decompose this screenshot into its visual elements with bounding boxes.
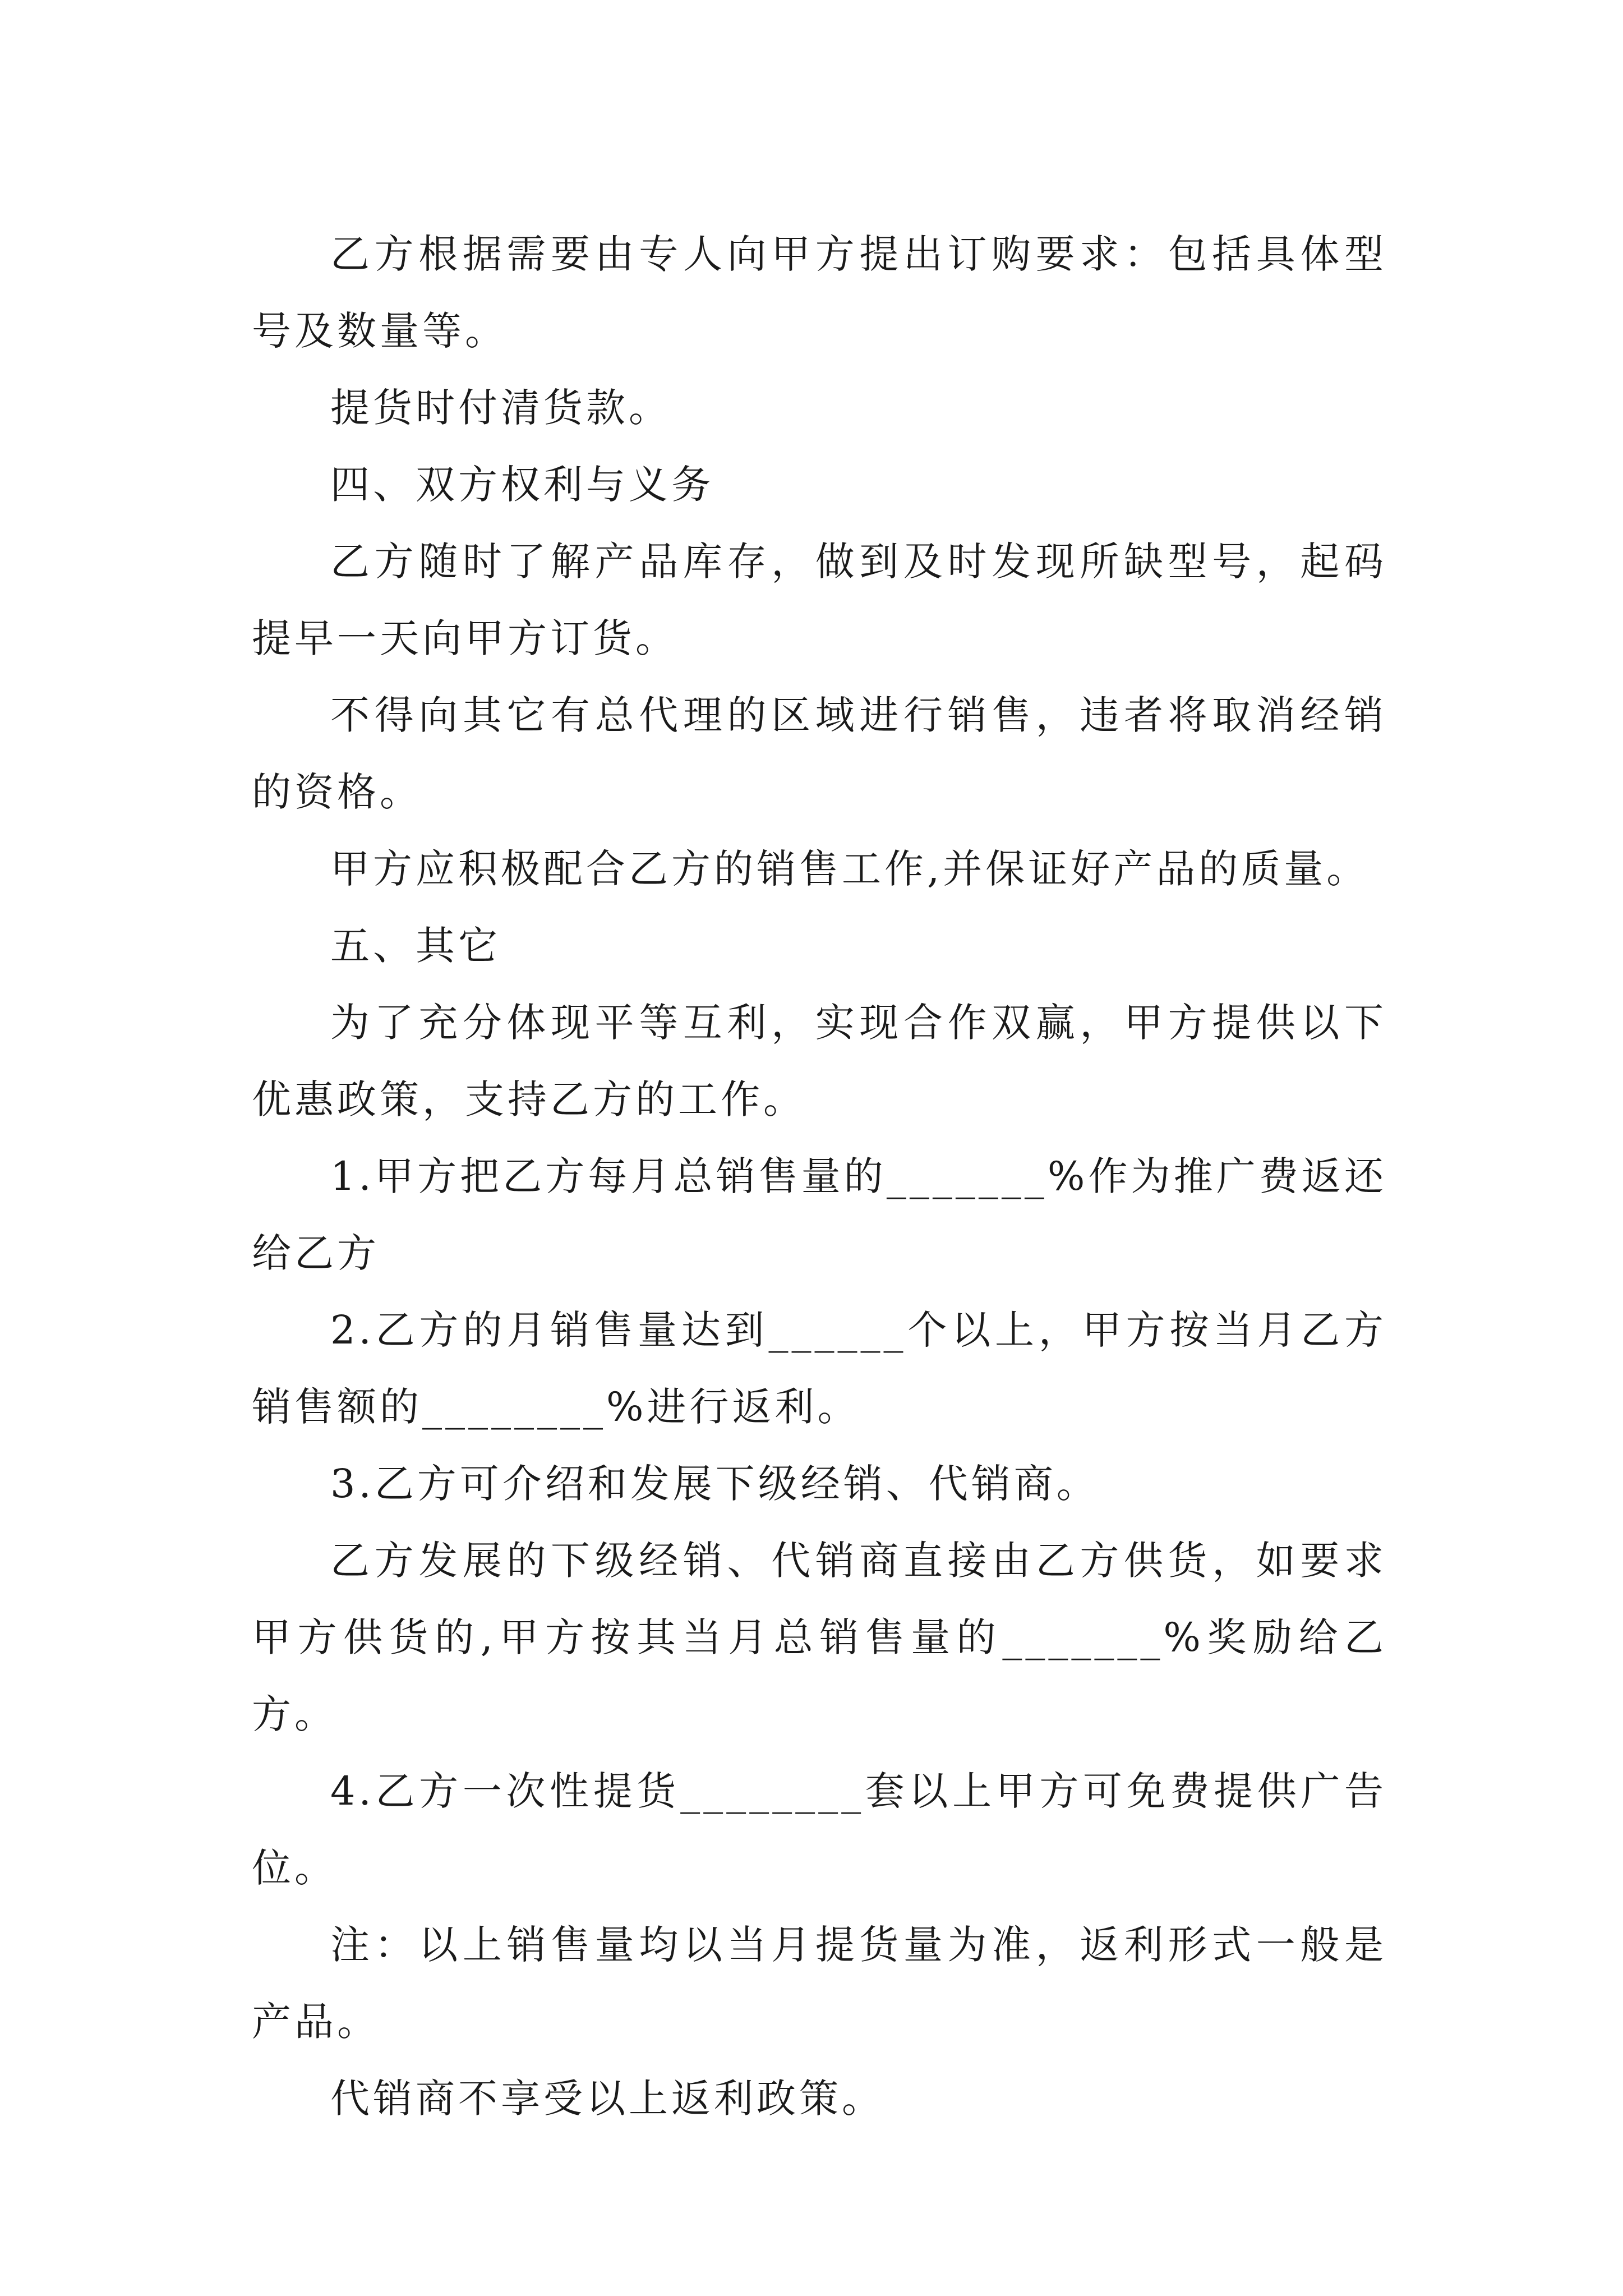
paragraph-payment: 提货时付清货款。	[330, 385, 671, 431]
clause-3-sub-distributors: 3.乙方可介绍和发展下级经销、代销商。	[330, 1461, 1099, 1507]
paragraph-preferential-policy: 为了充分体现平等互利，实现合作双赢，甲方提供以下优惠政策，支持乙方的工作。	[252, 1000, 1387, 1122]
clause-4-advertising: 4.乙方一次性提货________套以上甲方可免费提供广告位。	[252, 1768, 1387, 1891]
section-heading-other: 五、其它	[330, 923, 501, 969]
document-body	[252, 216, 1387, 2137]
paragraph-note: 注：以上销售量均以当月提货量为准，返利形式一般是产品。	[252, 1922, 1387, 2045]
clause-2-rebate: 2.乙方的月销售量达到______个以上，甲方按当月乙方销售额的________%进行返利。	[252, 1307, 1387, 1430]
paragraph-order-request: 乙方根据需要由专人向甲方提出订购要求：包括具体型号及数量等。	[252, 231, 1387, 354]
paragraph-sub-distributor-supply: 乙方发展的下级经销、代销商直接由乙方供货，如要求甲方供货的,甲方按其当月总销售量的_______%奖励给乙方。	[252, 1538, 1387, 1737]
paragraph-consignment-exclusion: 代销商不享受以上返利政策。	[330, 2076, 884, 2122]
section-heading-rights-obligations: 四、双方权利与义务	[330, 462, 714, 508]
paragraph-inventory: 乙方随时了解产品库存，做到及时发现所缺型号，起码提早一天向甲方订货。	[252, 539, 1387, 661]
clause-1-promotion-fee: 1.甲方把乙方每月总销售量的_______%作为推广费返还给乙方	[252, 1153, 1387, 1276]
paragraph-party-a-duty: 甲方应积极配合乙方的销售工作,并保证好产品的质量。	[330, 846, 1370, 892]
paragraph-territory: 不得向其它有总代理的区域进行销售，违者将取消经销的资格。	[252, 692, 1387, 815]
